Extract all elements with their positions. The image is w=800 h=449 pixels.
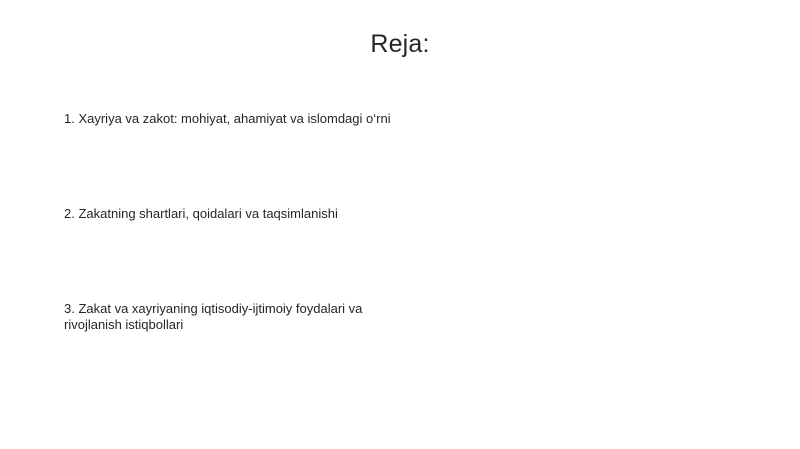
slide-title: Reja: bbox=[370, 30, 430, 58]
plan-item-1: 1. Xayriya va zakot: mohiyat, ahamiyat va islomdagi o‘rni bbox=[64, 111, 391, 126]
plan-item-3: 3. Zakat va xayriyaning iqtisodiy-ijtimoiy foydalari va rivojlanish istiqbollari bbox=[64, 301, 363, 332]
plan-item-2: 2. Zakatning shartlari, qoidalari va taqsimlanishi bbox=[64, 206, 338, 221]
